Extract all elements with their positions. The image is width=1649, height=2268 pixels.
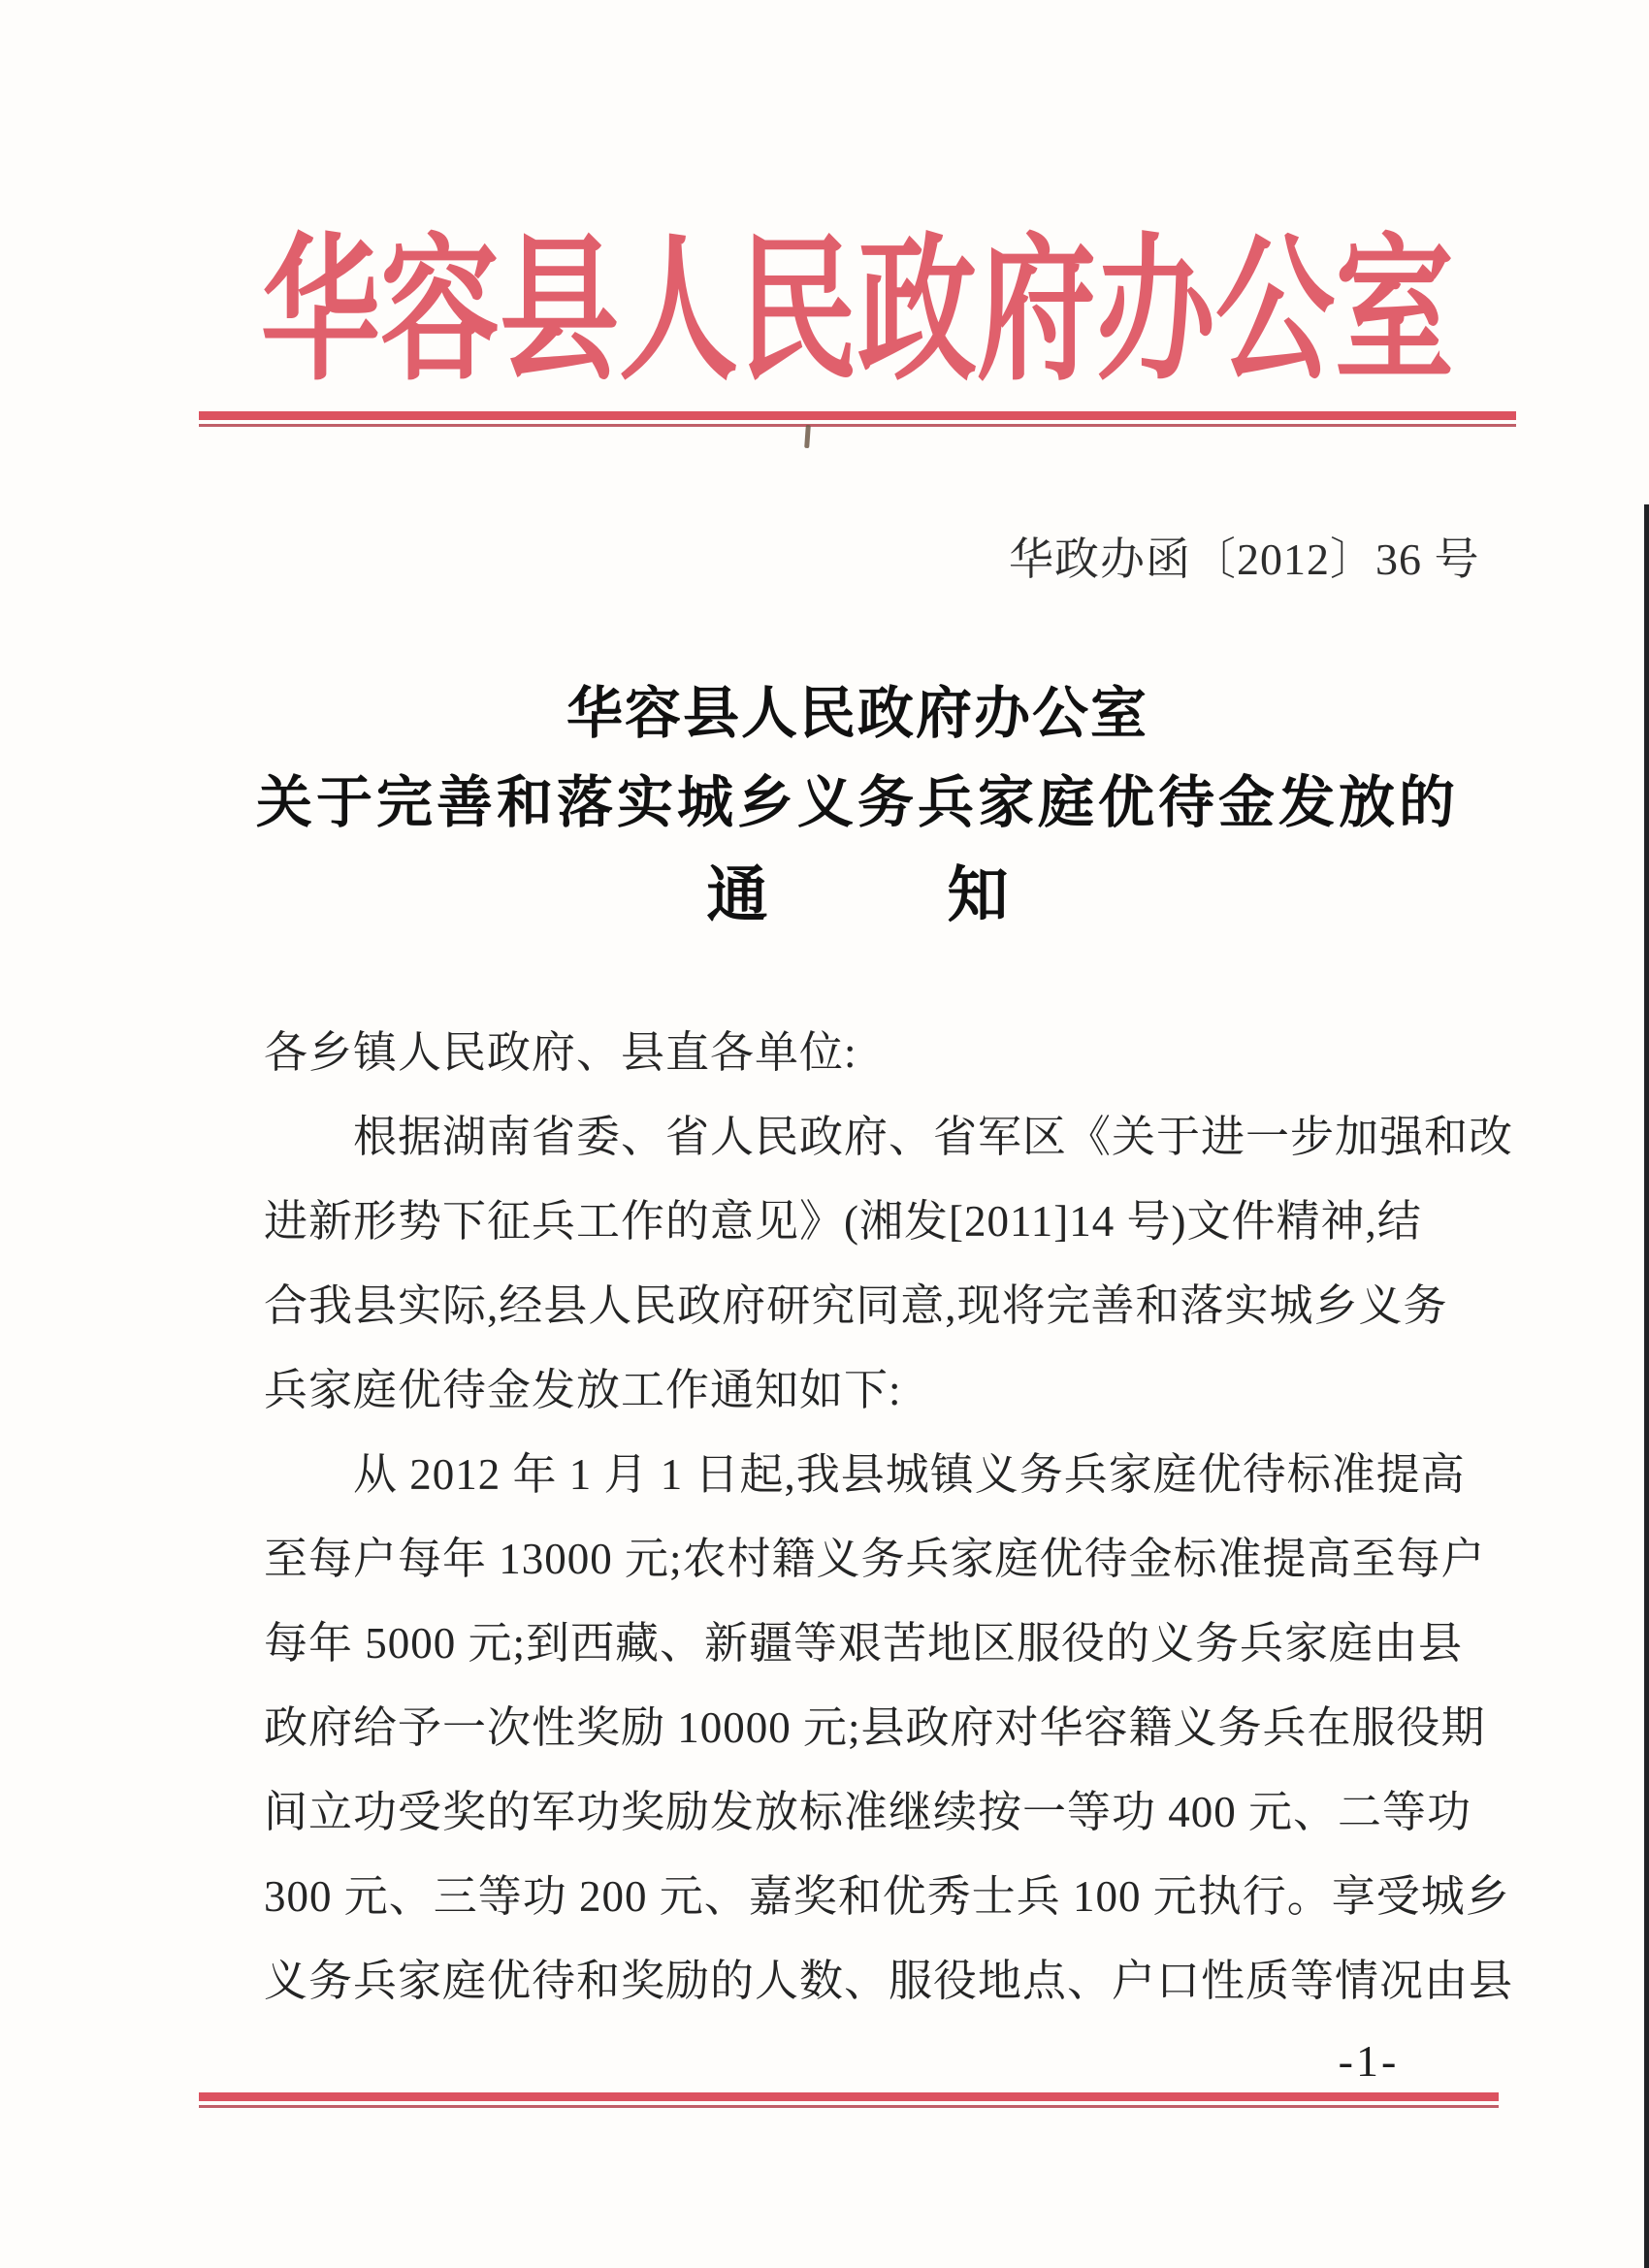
body-line: 至每户每年 13000 元;农村籍义务兵家庭优待金标准提高至每户 [264, 1535, 1486, 1583]
masthead-title: 华容县人民政府办公室 [261, 223, 1454, 400]
notice-title-char-tong: 通 [706, 861, 768, 929]
notice-title-char-zhi: 知 [947, 861, 1009, 929]
body-line: 合我县实际,经县人民政府研究同意,现将完善和落实城乡义务 [264, 1281, 1448, 1330]
body-line-salutation: 各乡镇人民政府、县直各单位: [264, 1028, 857, 1077]
body-line: 进新形势下征兵工作的意见》(湘发[2011]14 号)文件精神,结 [264, 1197, 1422, 1246]
doc-number: 华政办函〔2012〕36 号 [1009, 535, 1480, 584]
header-rule-thin [199, 424, 1516, 427]
footer-rule-thin [199, 2105, 1499, 2108]
body-text [264, 1011, 1544, 2024]
scan-edge-artifact [1644, 504, 1649, 2268]
ink-speck [804, 425, 811, 448]
body-line: 从 2012 年 1 月 1 日起,我县城镇义务兵家庭优待标准提高 [353, 1450, 1466, 1499]
header-rule-thick [199, 411, 1516, 420]
body-line: 政府给予一次性奖励 10000 元;县政府对华容籍义务兵在服役期 [264, 1703, 1486, 1752]
notice-title-line1: 华容县人民政府办公室 [566, 682, 1148, 745]
page-number: -1- [1338, 2036, 1400, 2086]
footer-rule-thick [199, 2092, 1499, 2101]
body-line: 兵家庭优待金发放工作通知如下: [264, 1366, 902, 1414]
notice-title-line2: 关于完善和落实城乡义务兵家庭优待金发放的 [255, 771, 1459, 834]
body-line: 义务兵家庭优待和奖励的人数、服役地点、户口性质等情况由县 [264, 1957, 1514, 2005]
notice-title-line3 [66, 846, 1649, 934]
body-line: 间立功受奖的军功奖励发放标准继续按一等功 400 元、二等功 [264, 1788, 1472, 1836]
body-line: 300 元、三等功 200 元、嘉奖和优秀士兵 100 元执行。享受城乡 [264, 1872, 1510, 1921]
body-line: 根据湖南省委、省人民政府、省军区《关于进一步加强和改 [353, 1113, 1514, 1161]
body-line: 每年 5000 元;到西藏、新疆等艰苦地区服役的义务兵家庭由县 [264, 1619, 1464, 1668]
